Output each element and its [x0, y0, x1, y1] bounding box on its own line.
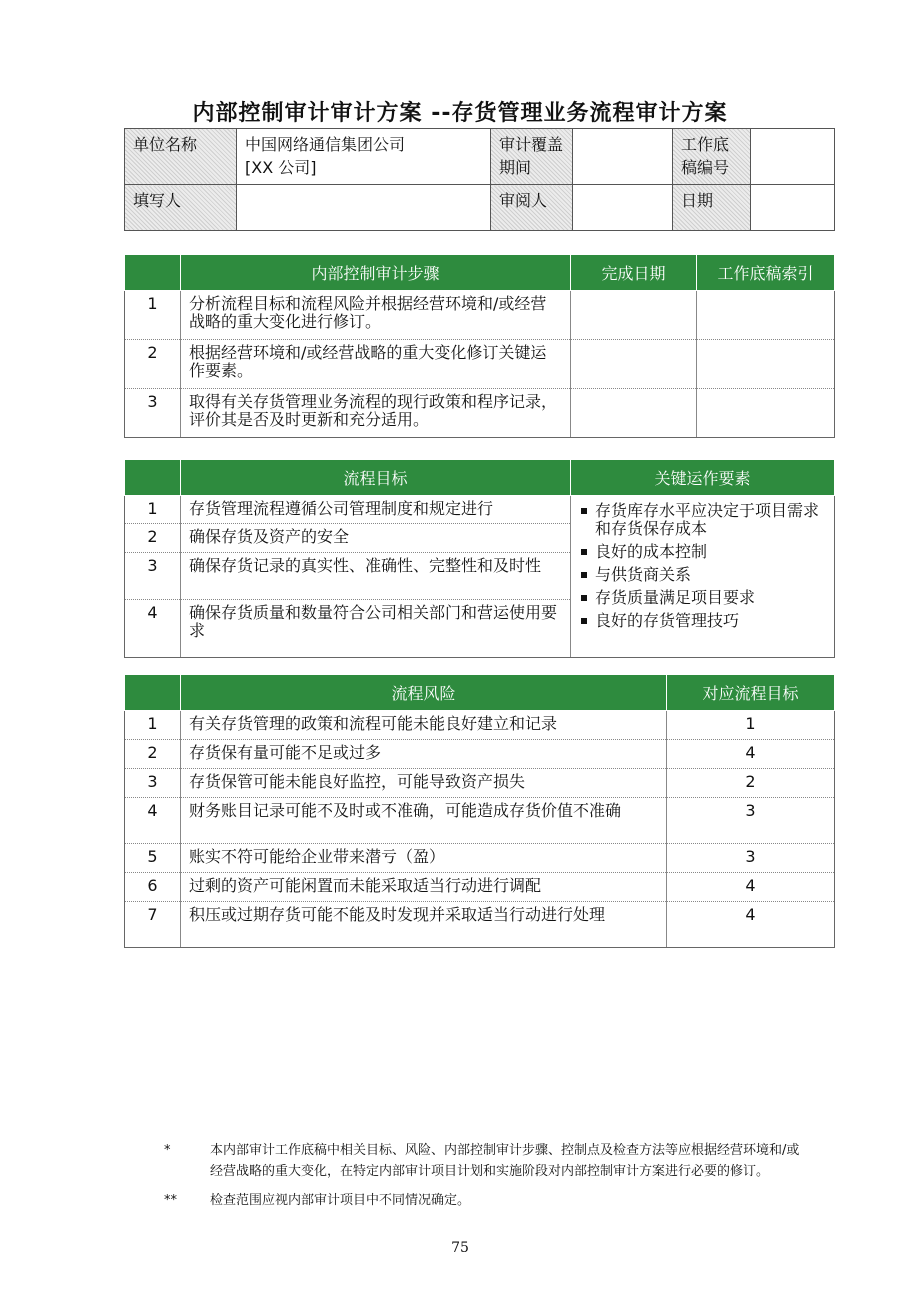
objectives-header-key: 关键运作要素: [571, 460, 835, 496]
risk-target: 3: [667, 844, 835, 873]
risk-text: 过剩的资产可能闲置而未能采取适当行动进行调配: [181, 873, 667, 902]
process-risks-table: [124, 674, 835, 948]
page-number: 75: [451, 1240, 469, 1256]
process-objectives-table: [124, 459, 835, 658]
table-row: [125, 389, 835, 438]
table-row: [125, 496, 835, 524]
step-index-cell: [697, 291, 835, 340]
audit-period-value: [573, 129, 673, 185]
date-value: [751, 185, 835, 231]
steps-header-date: 完成日期: [571, 255, 697, 291]
reviewer-value: [573, 185, 673, 231]
audit-info-table: [124, 128, 835, 231]
risk-number: 6: [125, 873, 181, 902]
unit-name-line2: [XX 公司]: [245, 158, 317, 177]
step-number: 2: [125, 340, 181, 389]
table-row: [125, 873, 835, 902]
preparer-value: [237, 185, 491, 231]
table-row: [125, 740, 835, 769]
risk-number: 2: [125, 740, 181, 769]
audit-steps-table: [124, 254, 835, 438]
table-row: [125, 769, 835, 798]
page-title: 内部控制审计审计方案 --存货管理业务流程审计方案: [192, 101, 728, 126]
risk-text: 财务账目记录可能不及时或不准确，可能造成存货价值不准确: [181, 798, 667, 844]
paper-number-label: 工作底稿编号: [673, 129, 751, 185]
unit-name-label: 单位名称: [125, 129, 237, 185]
date-label: 日期: [673, 185, 751, 231]
footnote-mark: *: [164, 1143, 171, 1158]
key-elements-cell: [571, 496, 835, 658]
list-item: 良好的成本控制: [579, 543, 826, 561]
list-item: 存货库存水平应决定于项目需求和存货保存成本: [579, 502, 826, 538]
risks-header-risk: 流程风险: [181, 675, 667, 711]
objective-number: 2: [125, 524, 181, 553]
unit-name-value: [237, 129, 491, 185]
objective-text: 确保存货记录的真实性、准确性、完整性和及时性: [181, 553, 571, 600]
risk-target: 1: [667, 711, 835, 740]
preparer-label: 填写人: [125, 185, 237, 231]
table-row: [125, 798, 835, 844]
table-row: [125, 711, 835, 740]
risk-target: 3: [667, 798, 835, 844]
step-text: 分析流程目标和流程风险并根据经营环境和/或经营战略的重大变化进行修订。: [181, 291, 571, 340]
risk-text: 存货保管可能未能良好监控，可能导致资产损失: [181, 769, 667, 798]
risk-number: 5: [125, 844, 181, 873]
list-item: 与供货商关系: [579, 566, 826, 584]
risk-target: 2: [667, 769, 835, 798]
step-date-cell: [571, 340, 697, 389]
risks-header-target: 对应流程目标: [667, 675, 835, 711]
footnotes: [164, 1140, 804, 1219]
risk-number: 1: [125, 711, 181, 740]
steps-header-blank: [125, 255, 181, 291]
objectives-header-goal: 流程目标: [181, 460, 571, 496]
table-row: [125, 844, 835, 873]
list-item: 良好的存货管理技巧: [579, 612, 826, 630]
risk-text: 账实不符可能给企业带来潜亏（盈）: [181, 844, 667, 873]
footnote-text: 检查范围应视内部审计项目中不同情况确定。: [210, 1193, 471, 1208]
risk-text: 有关存货管理的政策和流程可能未能良好建立和记录: [181, 711, 667, 740]
unit-name-line1: 中国网络通信集团公司: [245, 135, 406, 154]
paper-number-value: [751, 129, 835, 185]
objective-text: 确保存货及资产的安全: [181, 524, 571, 553]
table-row: [125, 902, 835, 948]
audit-period-label: 审计覆盖期间: [491, 129, 573, 185]
step-text: 取得有关存货管理业务流程的现行政策和程序记录，评价其是否及时更新和充分适用。: [181, 389, 571, 438]
list-item: 存货质量满足项目要求: [579, 589, 826, 607]
key-elements-list: [579, 502, 826, 630]
footnote-text: 本内部审计工作底稿中相关目标、风险、内部控制审计步骤、控制点及检查方法等应根据经营环境和/或经营战略的重大变化，在特定内部审计项目计划和实施阶段对内部控制审计方案进行必要的修订。: [210, 1143, 800, 1179]
step-number: 3: [125, 389, 181, 438]
risk-text: 存货保有量可能不足或过多: [181, 740, 667, 769]
risks-header-blank: [125, 675, 181, 711]
step-index-cell: [697, 389, 835, 438]
objective-text: 确保存货质量和数量符合公司相关部门和营运使用要求: [181, 600, 571, 658]
step-number: 1: [125, 291, 181, 340]
step-index-cell: [697, 340, 835, 389]
steps-header-step: 内部控制审计步骤: [181, 255, 571, 291]
table-row: [125, 291, 835, 340]
footnote: [164, 1140, 804, 1182]
table-row: [125, 340, 835, 389]
risk-text: 积压或过期存货可能不能及时发现并采取适当行动进行处理: [181, 902, 667, 948]
objectives-header-blank: [125, 460, 181, 496]
objective-number: 4: [125, 600, 181, 658]
footnote: [164, 1190, 804, 1211]
risk-target: 4: [667, 740, 835, 769]
risk-target: 4: [667, 873, 835, 902]
step-date-cell: [571, 389, 697, 438]
reviewer-label: 审阅人: [491, 185, 573, 231]
risk-number: 3: [125, 769, 181, 798]
objective-number: 3: [125, 553, 181, 600]
risk-target: 4: [667, 902, 835, 948]
risk-number: 7: [125, 902, 181, 948]
objective-text: 存货管理流程遵循公司管理制度和规定进行: [181, 496, 571, 524]
step-date-cell: [571, 291, 697, 340]
steps-header-index: 工作底稿索引: [697, 255, 835, 291]
risk-number: 4: [125, 798, 181, 844]
footnote-mark: **: [164, 1193, 177, 1208]
step-text: 根据经营环境和/或经营战略的重大变化修订关键运作要素。: [181, 340, 571, 389]
objective-number: 1: [125, 496, 181, 524]
